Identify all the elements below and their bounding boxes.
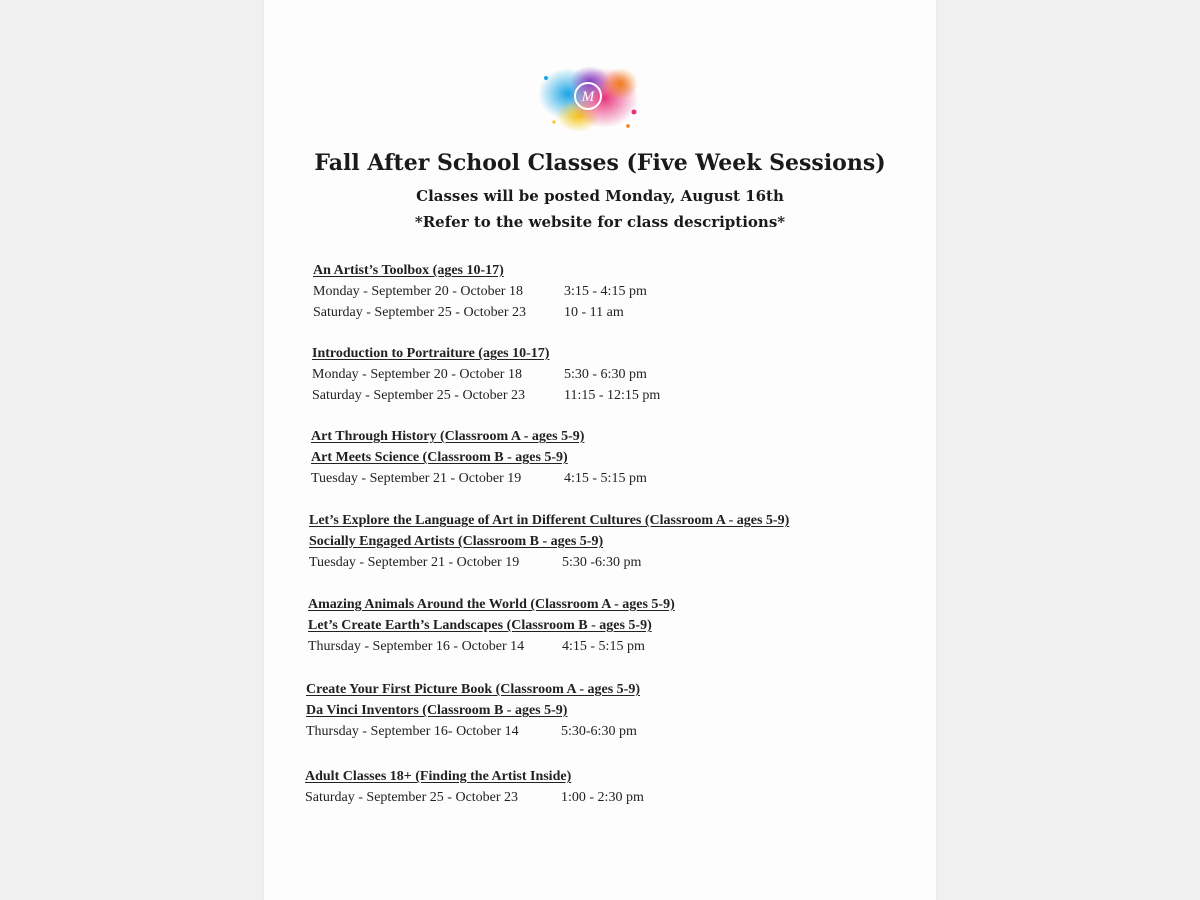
class-section xyxy=(313,260,647,323)
session-time: 5:30-6:30 pm xyxy=(561,724,637,739)
class-title: Create Your First Picture Book (Classroom A - ages 5-9) xyxy=(306,682,641,697)
class-section xyxy=(308,594,675,657)
posting-date: Classes will be posted Monday, August 16th xyxy=(416,187,784,205)
session-dates: Thursday - September 16 - October 14 xyxy=(308,639,525,654)
session-row xyxy=(309,552,789,573)
page-title: Fall After School Classes (Five Week Sessions) xyxy=(314,150,886,176)
session-row xyxy=(306,721,640,742)
class-title: An Artist’s Toolbox (ages 10-17) xyxy=(313,263,504,278)
website-note: *Refer to the website for class descriptions* xyxy=(414,213,786,231)
class-section xyxy=(311,426,647,489)
class-title: Socially Engaged Artists (Classroom B - ages 5-9) xyxy=(309,534,604,549)
class-title: Amazing Animals Around the World (Classroom A - ages 5-9) xyxy=(308,597,675,612)
session-time: 5:30 -6:30 pm xyxy=(562,555,642,570)
session-row xyxy=(313,281,647,302)
session-dates: Tuesday - September 21 - October 19 xyxy=(311,471,522,486)
session-dates: Saturday - September 25 - October 23 xyxy=(305,790,519,805)
session-row xyxy=(311,468,647,489)
class-section xyxy=(309,510,789,573)
session-row xyxy=(308,636,675,657)
session-dates: Saturday - September 25 - October 23 xyxy=(312,388,526,403)
class-section xyxy=(306,679,640,742)
flyer-page xyxy=(264,0,936,900)
class-title: Let’s Explore the Language of Art in Different Cultures (Classroom A - ages 5-9) xyxy=(309,513,790,528)
session-time: 4:15 - 5:15 pm xyxy=(564,471,647,486)
logo-monogram: M xyxy=(581,89,595,105)
class-title: Let’s Create Earth’s Landscapes (Classroom B - ages 5-9) xyxy=(308,618,652,633)
session-row xyxy=(305,787,644,808)
session-dates: Tuesday - September 21 - October 19 xyxy=(309,555,520,570)
session-time: 5:30 - 6:30 pm xyxy=(564,367,647,382)
session-dates: Saturday - September 25 - October 23 xyxy=(313,305,527,320)
paint-splash-logo-icon xyxy=(534,60,642,136)
session-row xyxy=(313,302,624,323)
class-title: Adult Classes 18+ (Finding the Artist Inside) xyxy=(305,769,572,784)
session-time: 4:15 - 5:15 pm xyxy=(562,639,645,654)
class-title: Art Meets Science (Classroom B - ages 5-9) xyxy=(311,450,568,465)
session-dates: Thursday - September 16- October 14 xyxy=(306,724,519,739)
session-time: 10 - 11 am xyxy=(564,305,624,320)
session-time: 1:00 - 2:30 pm xyxy=(561,790,644,805)
session-dates: Monday - September 20 - October 18 xyxy=(312,367,522,382)
class-title: Introduction to Portraiture (ages 10-17) xyxy=(312,346,550,361)
session-time: 11:15 - 12:15 pm xyxy=(564,388,661,403)
session-dates: Monday - September 20 - October 18 xyxy=(313,284,523,299)
class-section xyxy=(305,766,644,808)
session-row xyxy=(312,385,661,406)
class-section xyxy=(312,343,661,406)
session-time: 3:15 - 4:15 pm xyxy=(564,284,647,299)
class-title: Art Through History (Classroom A - ages 5-9) xyxy=(311,429,585,444)
class-title: Da Vinci Inventors (Classroom B - ages 5-9) xyxy=(306,703,568,718)
session-row xyxy=(312,364,647,385)
